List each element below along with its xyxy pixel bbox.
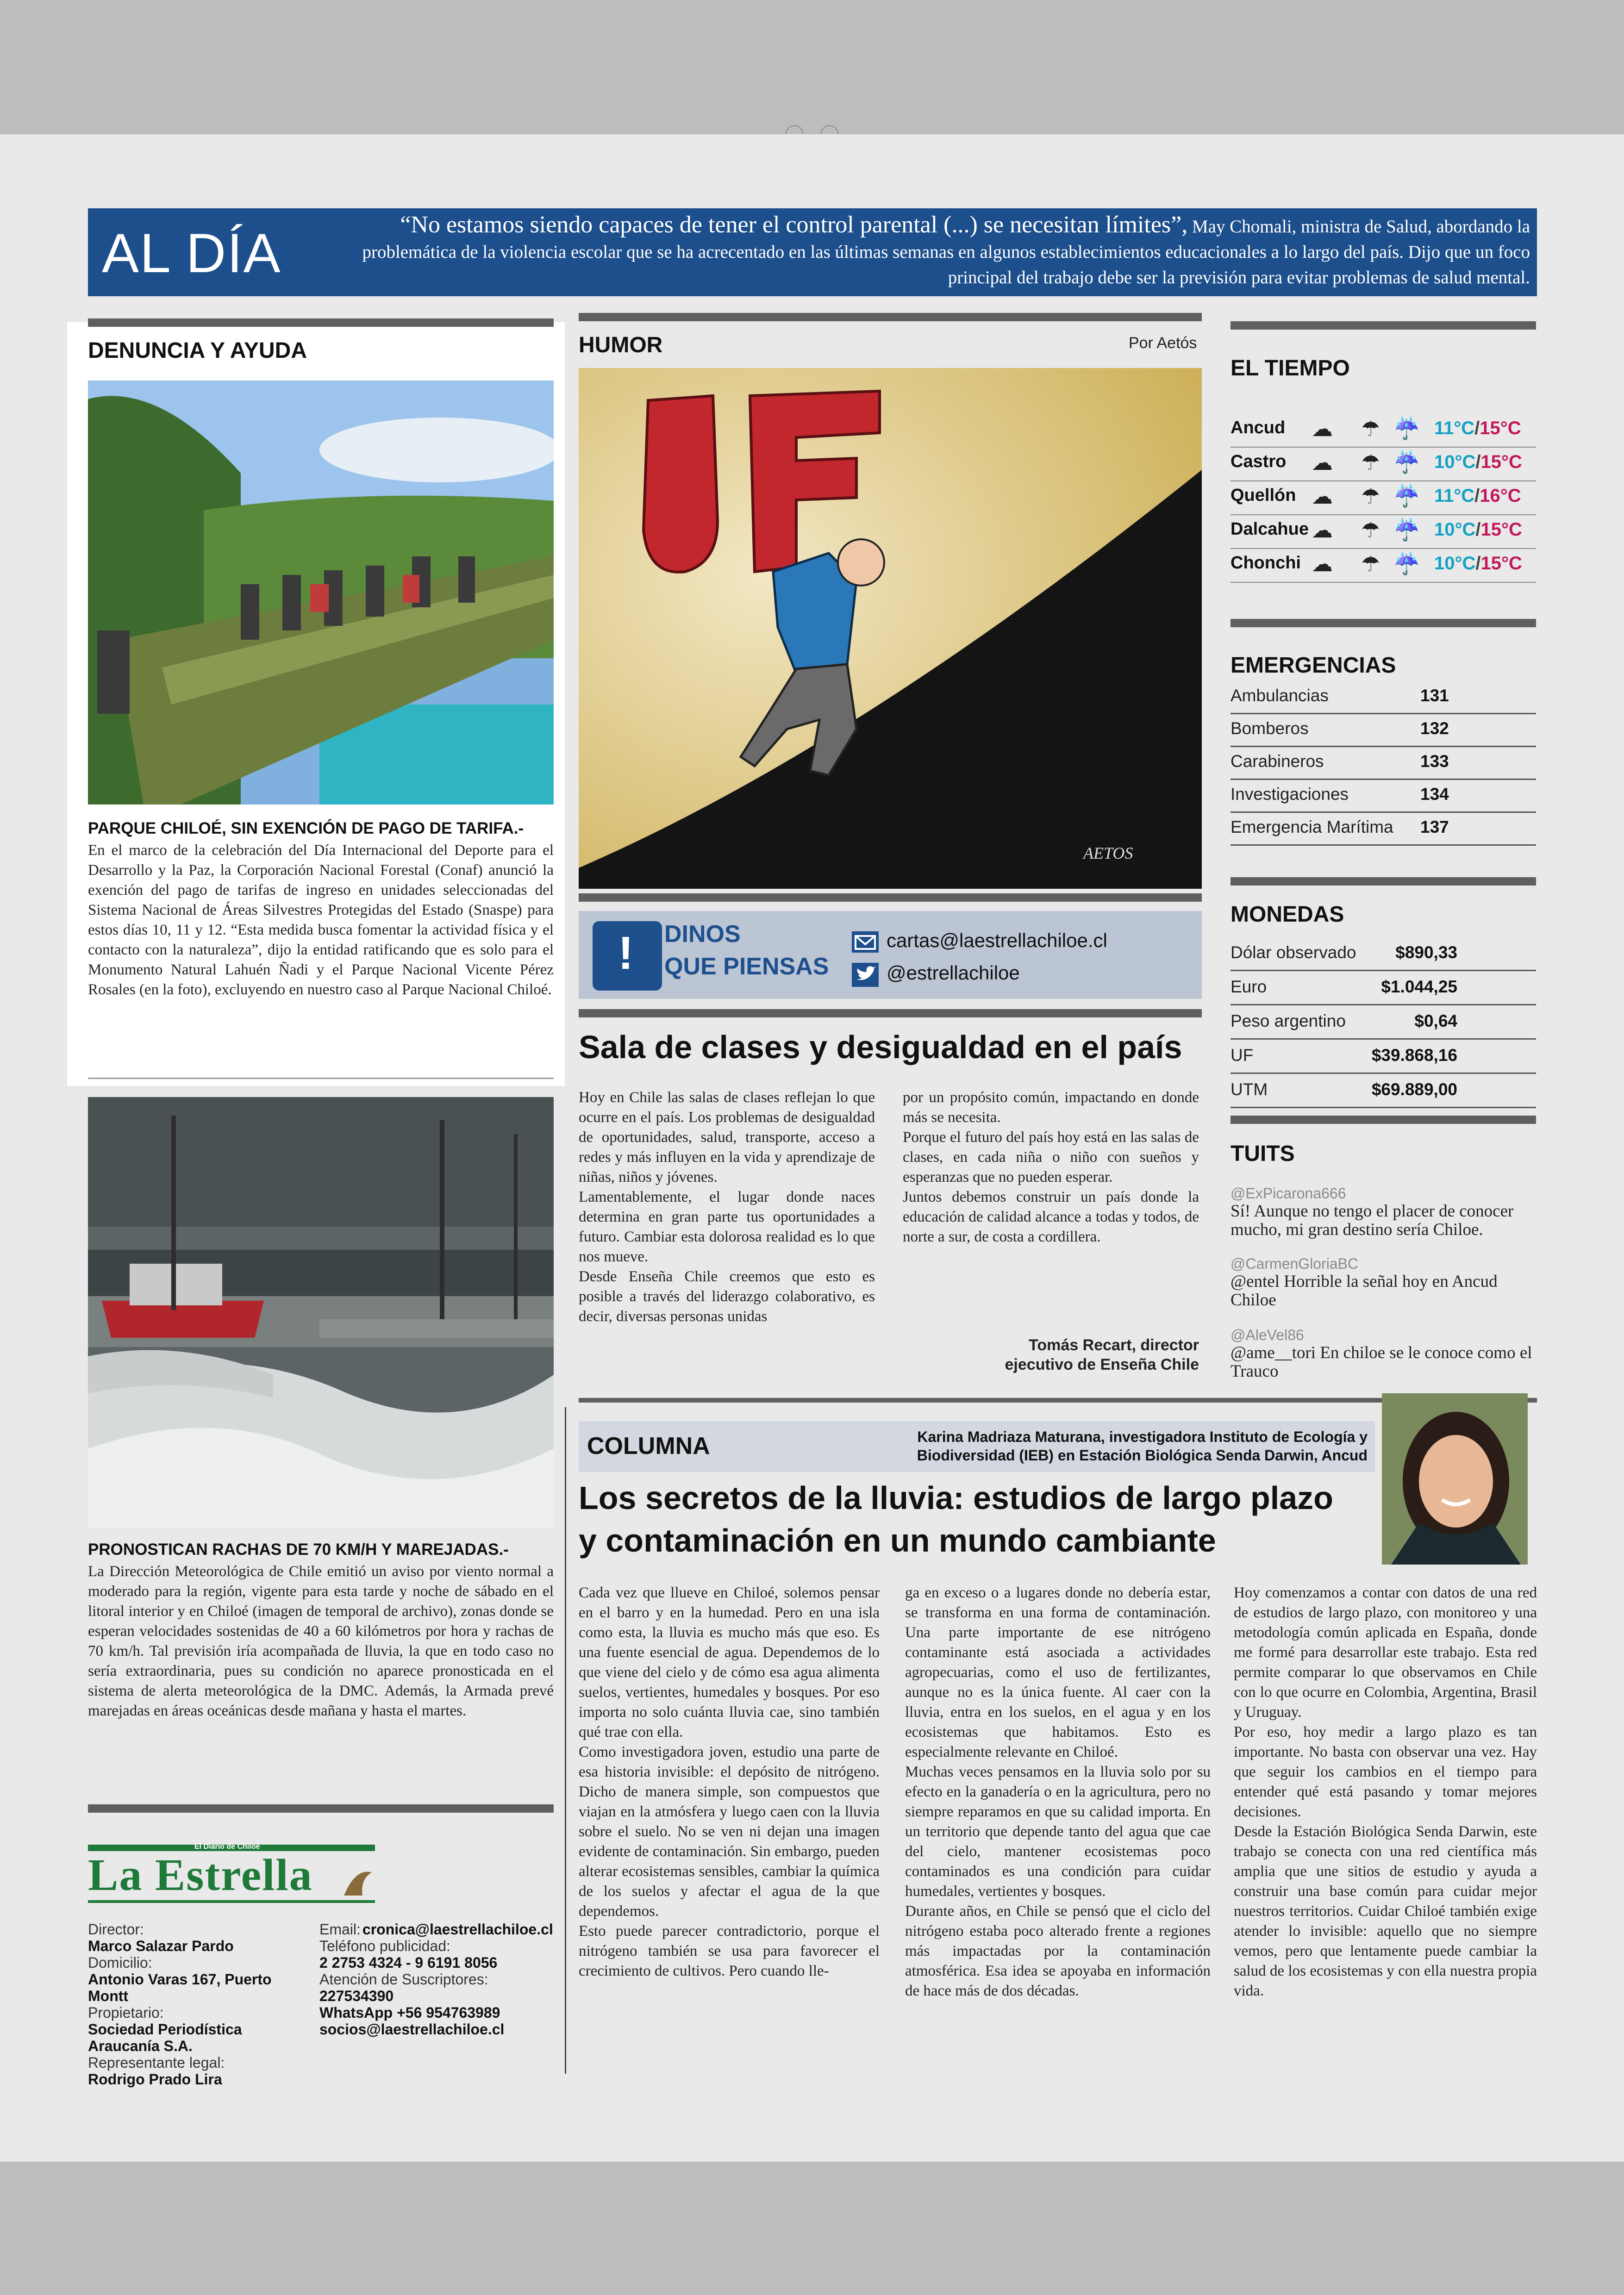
svg-text:AETOS: AETOS	[1083, 844, 1133, 862]
temp-min: 11°C	[1434, 418, 1475, 438]
columna-paragraph: Por eso, hoy medir a largo plazo es tan importante. No basta con observar una vez. Hay que seguir los cambios en el tiempo para entender qué está pasando y tomar mejores decisiones.	[1234, 1724, 1537, 1820]
sala-col2	[903, 1088, 1199, 1247]
currency-label: Peso argentino	[1230, 1011, 1346, 1030]
credit-label: Representante legal:	[88, 2054, 225, 2071]
columna-author	[917, 1428, 1368, 1465]
parque-chiloe-headline: PARQUE CHILOÉ, SIN EXENCIÓN DE PAGO DE TARIFA.-	[88, 819, 524, 837]
credit-label: Domicilio:	[88, 1954, 152, 1971]
emergency-row	[1230, 779, 1536, 813]
columna-header-bar	[579, 1421, 1375, 1472]
rain-wind-icon: ☂	[1361, 417, 1380, 441]
emergency-row	[1230, 746, 1536, 780]
columna-paragraph: ga en exceso o a lugares donde no debería estar, se transforma en una forma de contaminación. Una parte importante de ese nitrógeno contaminante está asociada a actividades agropecuarias, como el uso de fertilizantes, aunque no es la única fuente. Al caer con la lluvia, entra en los suelos, en el agua y en los ecosistemas que habitamos. Esto es especialmente relevante en Chiloé.	[905, 1584, 1211, 1760]
dinos-label2: QUE PIENSAS	[664, 953, 829, 980]
emergency-row	[1230, 812, 1536, 846]
temp-separator: /	[1474, 418, 1480, 438]
currency-value: $0,64	[1414, 1011, 1457, 1030]
masthead-name: La Estrella	[88, 1850, 313, 1900]
temp-separator: /	[1475, 553, 1481, 574]
tuit-handle[interactable]: @ExPicarona666	[1230, 1185, 1346, 1202]
section-rule	[579, 313, 1202, 321]
currency-label: UTM	[1230, 1080, 1268, 1099]
sala-paragraph: por un propósito común, impactando en donde más se necesita.	[903, 1089, 1199, 1126]
tuit-item	[1230, 1327, 1536, 1381]
section-rule	[1230, 1116, 1536, 1124]
speech-bubble-icon: !	[593, 921, 662, 991]
currency-label: Euro	[1230, 977, 1267, 996]
weather-row	[1230, 481, 1536, 515]
sala-paragraph: Porque el futuro del país hoy está en las salas de clases, en cada niña o niño con sueños y esperanzas que no pueden esperar.	[903, 1129, 1199, 1185]
rain-wind-icon: ☂	[1361, 451, 1380, 474]
emergency-number: 134	[1420, 785, 1449, 804]
currency-value: $39.868,16	[1371, 1046, 1457, 1065]
sala-col1	[579, 1088, 875, 1327]
rain-wind-icon: ☂	[1361, 485, 1380, 508]
denuncia-section-title: DENUNCIA Y AYUDA	[88, 338, 307, 363]
emergency-label: Carabineros	[1230, 752, 1324, 771]
viewer-top-band	[0, 0, 1624, 134]
currency-row	[1230, 1039, 1536, 1074]
credit-value: Antonio Varas 167, Puerto Montt	[88, 1971, 272, 2004]
credit-email[interactable]: cronica@laestrellachiloe.cl	[362, 1921, 553, 1938]
al-dia-title: AL DÍA	[102, 222, 281, 284]
weather-city: Ancud	[1230, 418, 1286, 437]
la-estrella-logo	[88, 1845, 375, 1905]
section-rule	[1230, 619, 1536, 627]
tiempo-section-title: EL TIEMPO	[1230, 356, 1350, 380]
temp-max: 16°C	[1480, 486, 1521, 506]
columna-col2	[905, 1583, 1211, 2001]
currency-row	[1230, 1073, 1536, 1108]
sala-author-line: Tomás Recart, director	[1029, 1336, 1199, 1354]
temp-min: 10°C	[1434, 519, 1476, 540]
rain-icon: ☔	[1393, 450, 1420, 474]
weather-row	[1230, 413, 1536, 448]
columna-col1	[579, 1583, 880, 1981]
columna-paragraph: Cada vez que llueve en Chiloé, solemos pensar en el barro y en la humedad. Pero en una isla como esta, la lluvia es mucho más que eso. Es una fuente esencial de agua. Dependemos de lo que viene del cielo y de cómo esa agua alimenta suelos, vertientes, humedales y bosques. Por eso importa no solo cuánta lluvia cae, sino también qué trae con ella.	[579, 1584, 880, 1740]
temp-separator: /	[1475, 519, 1481, 540]
tuit-item	[1230, 1185, 1536, 1239]
columna-col3	[1234, 1583, 1537, 2001]
temp-separator: /	[1474, 486, 1480, 506]
author-portrait	[1382, 1393, 1528, 1565]
rain-icon: ☔	[1393, 484, 1420, 508]
al-dia-body: May Chomali, ministra de Salud, abordando la problemática de la violencia escolar que se ha acrecentado en las últimas semanas en algunos establecimientos educacionales a lo largo del país. Dijo que un foco principal del trabajo debe ser la previsión para evitar problemas de salud mental.	[362, 217, 1530, 287]
credit-label: Atención de Suscriptores:	[319, 1971, 488, 1988]
sala-paragraph: Lamentablemente, el lugar donde naces determina en gran parte tus oportunidades a futuro. Cambiar esta dolorosa realidad es lo que nos mueve.	[579, 1189, 875, 1265]
columna-author-line: Biodiversidad (IEB) en Estación Biológica Senda Darwin, Ancud	[917, 1447, 1368, 1464]
sala-author-line: ejecutivo de Enseña Chile	[1005, 1356, 1199, 1373]
parque-chiloe-body: En el marco de la celebración del Día Internacional del Deporte para el Desarrollo y la Paz, la Corporación Nacional Forestal (Conaf) anunció la exención del pago de tarifas de ingreso en unidades seleccionadas del Sistema Nacional de Áreas Silvestres Protegidas del Estado (Snaspe) para estos días 10, 11 y 12. “Esta medida busca fomentar la actividad física y el contacto con la naturaleza”, dijo la entidad ratificando que es solo para el Monumento Natural Lahuén Ñadi y el Parque Nacional Vicente Pérez Rosales (en la foto), excluyendo en nuestro caso al Parque Nacional Chiloé.	[88, 842, 554, 998]
tuit-text: Sí! Aunque no tengo el placer de conocer mucho, mi gran destino sería Chiloe.	[1230, 1202, 1514, 1239]
currency-row	[1230, 1005, 1536, 1040]
tuit-text: @entel Horrible la señal hoy en Ancud Chiloe	[1230, 1272, 1498, 1310]
dinos-label1: DINOS	[664, 921, 741, 948]
currency-value: $890,33	[1395, 943, 1457, 962]
temp-separator: /	[1475, 452, 1481, 472]
al-dia-banner	[88, 208, 1537, 296]
credit-value: 2 2753 4324 - 9 6191 8056	[319, 1954, 498, 1971]
rachas-headline: PRONOSTICAN RACHAS DE 70 KM/H Y MAREJADAS.-	[88, 1540, 509, 1559]
currency-value: $1.044,25	[1381, 977, 1457, 996]
currency-value: $69.889,00	[1371, 1080, 1457, 1099]
cloud-icon: ☁	[1312, 518, 1333, 542]
weather-city: Castro	[1230, 452, 1287, 471]
sala-title: Sala de clases y desigualdad en el país	[579, 1029, 1182, 1065]
cloud-icon: ☁	[1312, 485, 1333, 508]
credit-value: Marco Salazar Pardo	[88, 1938, 234, 1954]
rain-wind-icon: ☂	[1361, 518, 1380, 542]
currency-row	[1230, 936, 1536, 971]
columna-paragraph: Hoy comenzamos a contar con datos de una red de estudios de largo plazo, con monitoreo y una metodología común aplicada en España, donde me formé para desarrollar este trabajo. Esta red permite comparar lo que observamos en Chile con lo que ocurre en Colombia, Argentina, Brasil y Uruguay.	[1234, 1584, 1537, 1721]
mail-icon	[852, 931, 879, 953]
tuits-section-title: TUITS	[1230, 1141, 1295, 1166]
emergency-label: Bomberos	[1230, 719, 1309, 738]
temp-max: 15°C	[1480, 418, 1521, 438]
al-dia-quote: “No estamos siendo capaces de tener el control parental (...) se necesitan límites”,	[400, 212, 1188, 238]
weather-temps	[1434, 452, 1522, 473]
columna-paragraph: Durante años, en Chile se pensó que el ciclo del nitrógeno estaba poco alterado frente a regiones más impactadas por la contaminación atmosférica. Esa idea se apoyaba en información de hace más de dos décadas.	[905, 1903, 1211, 1999]
columna-section-title: COLUMNA	[587, 1433, 710, 1459]
emergency-label: Investigaciones	[1230, 785, 1349, 804]
weather-temps	[1434, 418, 1521, 439]
section-rule	[88, 318, 554, 327]
cloud-icon: ☁	[1312, 451, 1333, 474]
emergency-number: 137	[1420, 817, 1449, 836]
section-rule	[579, 1009, 1202, 1017]
credit-socios-email[interactable]: socios@laestrellachiloe.cl	[319, 2021, 505, 2038]
emergency-number: 132	[1420, 719, 1449, 738]
divider	[88, 1078, 554, 1079]
sala-paragraph: Hoy en Chile las salas de clases reflejan lo que ocurre en el país. Los problemas de desigualdad de oportunidades, salud, transporte, acceso a redes y más influyen en la vida y aprendizaje de niñas, niños y jóvenes.	[579, 1089, 875, 1185]
temp-min: 11°C	[1434, 486, 1475, 506]
tuit-item	[1230, 1255, 1536, 1310]
weather-row	[1230, 515, 1536, 549]
credit-whatsapp: WhatsApp +56 954763989	[319, 2004, 500, 2021]
rain-icon: ☔	[1393, 518, 1420, 542]
weather-city: Dalcahue	[1230, 519, 1309, 539]
emergency-number: 131	[1420, 686, 1449, 705]
columna-paragraph: Muchas veces pensamos en la lluvia solo por su efecto en la ganadería o en la agricultura, pero no siempre reparamos en que su calidad importa. En un territorio que depende tanto del agua que cae del cielo, mantener ecosistemas poco contaminados es una condición para cuidar humedales, vertientes y bosques.	[905, 1764, 1211, 1900]
currency-label: Dólar observado	[1230, 943, 1356, 962]
emergency-number: 133	[1420, 752, 1449, 771]
credit-label: Director:	[88, 1921, 144, 1938]
dinos-twitter[interactable]: @estrellachiloe	[887, 962, 1020, 984]
cloud-icon: ☁	[1312, 552, 1333, 576]
weather-row	[1230, 447, 1536, 481]
tuit-handle[interactable]: @CarmenGloriaBC	[1230, 1255, 1359, 1272]
columna-author-line: Karina Madriaza Maturana, investigadora Instituto de Ecología y	[917, 1428, 1368, 1445]
temp-min: 10°C	[1434, 553, 1476, 574]
credit-email-line	[319, 1921, 556, 1938]
columna-paragraph: Desde la Estación Biológica Senda Darwin, este trabajo se conecta con una red científica más amplia que une sitios de estudio y ayuda a construir una base común para cuidar mejor nuestros territorios. Cuidar Chiloé también exige atender lo invisible: aquello que no siempre vemos, pero que lentamente puede cambiar la salud de los ecosistemas y con ella nuestra propia vida.	[1234, 1823, 1537, 1999]
column-divider	[565, 1407, 566, 2074]
emergency-label: Ambulancias	[1230, 686, 1329, 705]
al-dia-text	[352, 212, 1530, 290]
section-rule	[1230, 321, 1536, 330]
columna-title-line: y contaminación en un mundo cambiante	[579, 1522, 1216, 1559]
credit-label: Teléfono publicidad:	[319, 1938, 450, 1954]
currency-label: UF	[1230, 1046, 1254, 1065]
temp-min: 10°C	[1434, 452, 1476, 472]
columna-paragraph: Esto puede parecer contradictorio, porque el nitrógeno también se usa para favorecer el crecimiento de cultivos. Pero cuando lle-	[579, 1923, 880, 1979]
rain-icon: ☔	[1393, 552, 1420, 575]
monedas-section-title: MONEDAS	[1230, 902, 1344, 927]
credit-label: Propietario:	[88, 2004, 164, 2021]
temp-max: 15°C	[1480, 553, 1522, 574]
emergency-row	[1230, 680, 1536, 714]
temp-max: 15°C	[1480, 452, 1522, 472]
currency-row	[1230, 971, 1536, 1005]
dinos-panel	[579, 911, 1202, 999]
section-rule	[579, 893, 1202, 902]
tuit-text: @ame__tori En chiloe se le conoce como el Trauco	[1230, 1343, 1532, 1381]
emergency-label: Emergencia Marítima	[1230, 817, 1393, 836]
rachas-body: La Dirección Meteorológica de Chile emitió un aviso por viento normal a moderado para la región, vigente para esta tarde y noche de sábado en el litoral interior y en Chiloé (imagen de temporal de archivo), zonas donde se esperan velocidades sostenidas de 40 a 60 kilómetros por hora y rachas de 70 km/h. Tal previsión iría acompañada de lluvia, la que en todo caso no sería extraordinaria, pues su condición no aparece pronosticada en el sistema de alerta meteorológica de la DMC. Además, la Armada prevé marejadas en áreas oceánicas desde mañana y hasta el martes.	[88, 1563, 554, 1719]
credit-value: 227534390	[319, 1988, 394, 2004]
columna-title-line: Los secretos de la lluvia: estudios de largo plazo	[579, 1480, 1333, 1516]
weather-temps	[1434, 486, 1521, 506]
humor-section-title: HUMOR	[579, 333, 663, 357]
temp-max: 15°C	[1480, 519, 1522, 540]
rain-wind-icon: ☂	[1361, 552, 1380, 576]
emergency-row	[1230, 713, 1536, 747]
humor-byline: Por Aetós	[1129, 334, 1197, 352]
credits-left	[88, 1921, 310, 2088]
emergencias-section-title: EMERGENCIAS	[1230, 653, 1396, 678]
bird-icon	[342, 1863, 374, 1900]
weather-temps	[1434, 519, 1522, 540]
cloud-icon: ☁	[1312, 417, 1333, 441]
viewer-bottom-band	[0, 2162, 1624, 2295]
credit-value: Rodrigo Prado Lira	[88, 2071, 222, 2088]
storm-harbor-photo	[88, 1097, 554, 1528]
sala-paragraph: Juntos debemos construir un país donde la educación de calidad alcance a todas y todos, de norte a sur, de costa a cordillera.	[903, 1189, 1199, 1245]
section-rule	[88, 1804, 554, 1813]
weather-row	[1230, 549, 1536, 583]
columna-paragraph: Como investigadora joven, estudio una parte de esa historia invisible: el depósito de nitrógeno. Dicho de manera simple, son compuestos que viajan en la atmósfera y luego caen con la lluvia sobre el suelo. No se ven ni dejan una imagen evidente de contaminación. Sin embargo, pueden alterar ecosistemas sensibles, cambiar la química de los suelos y afectar el agua de la que dependemos.	[579, 1744, 880, 1920]
credit-label: Email:	[319, 1921, 361, 1938]
dinos-email[interactable]: cartas@laestrellachiloe.cl	[887, 929, 1107, 951]
masthead-small: El Diario de Chiloé	[194, 1843, 260, 1851]
columna-title	[579, 1477, 1333, 1562]
credits-right	[319, 1921, 556, 2038]
section-rule	[1230, 877, 1536, 886]
tuit-handle[interactable]: @AleVel86	[1230, 1327, 1304, 1343]
weather-city: Quellón	[1230, 486, 1296, 505]
weather-temps	[1434, 553, 1522, 574]
sala-author	[903, 1335, 1199, 1374]
rain-icon: ☔	[1393, 417, 1420, 440]
weather-city: Chonchi	[1230, 553, 1301, 573]
sala-paragraph: Desde Enseña Chile creemos que esto es posible a través del liderazgo colaborativo, es decir, diversas personas unidas	[579, 1268, 875, 1325]
uf-cartoon	[579, 368, 1202, 889]
twitter-icon	[852, 963, 879, 987]
credit-value: Sociedad Periodística Araucanía S.A.	[88, 2021, 242, 2054]
park-bridge-photo	[88, 380, 554, 804]
